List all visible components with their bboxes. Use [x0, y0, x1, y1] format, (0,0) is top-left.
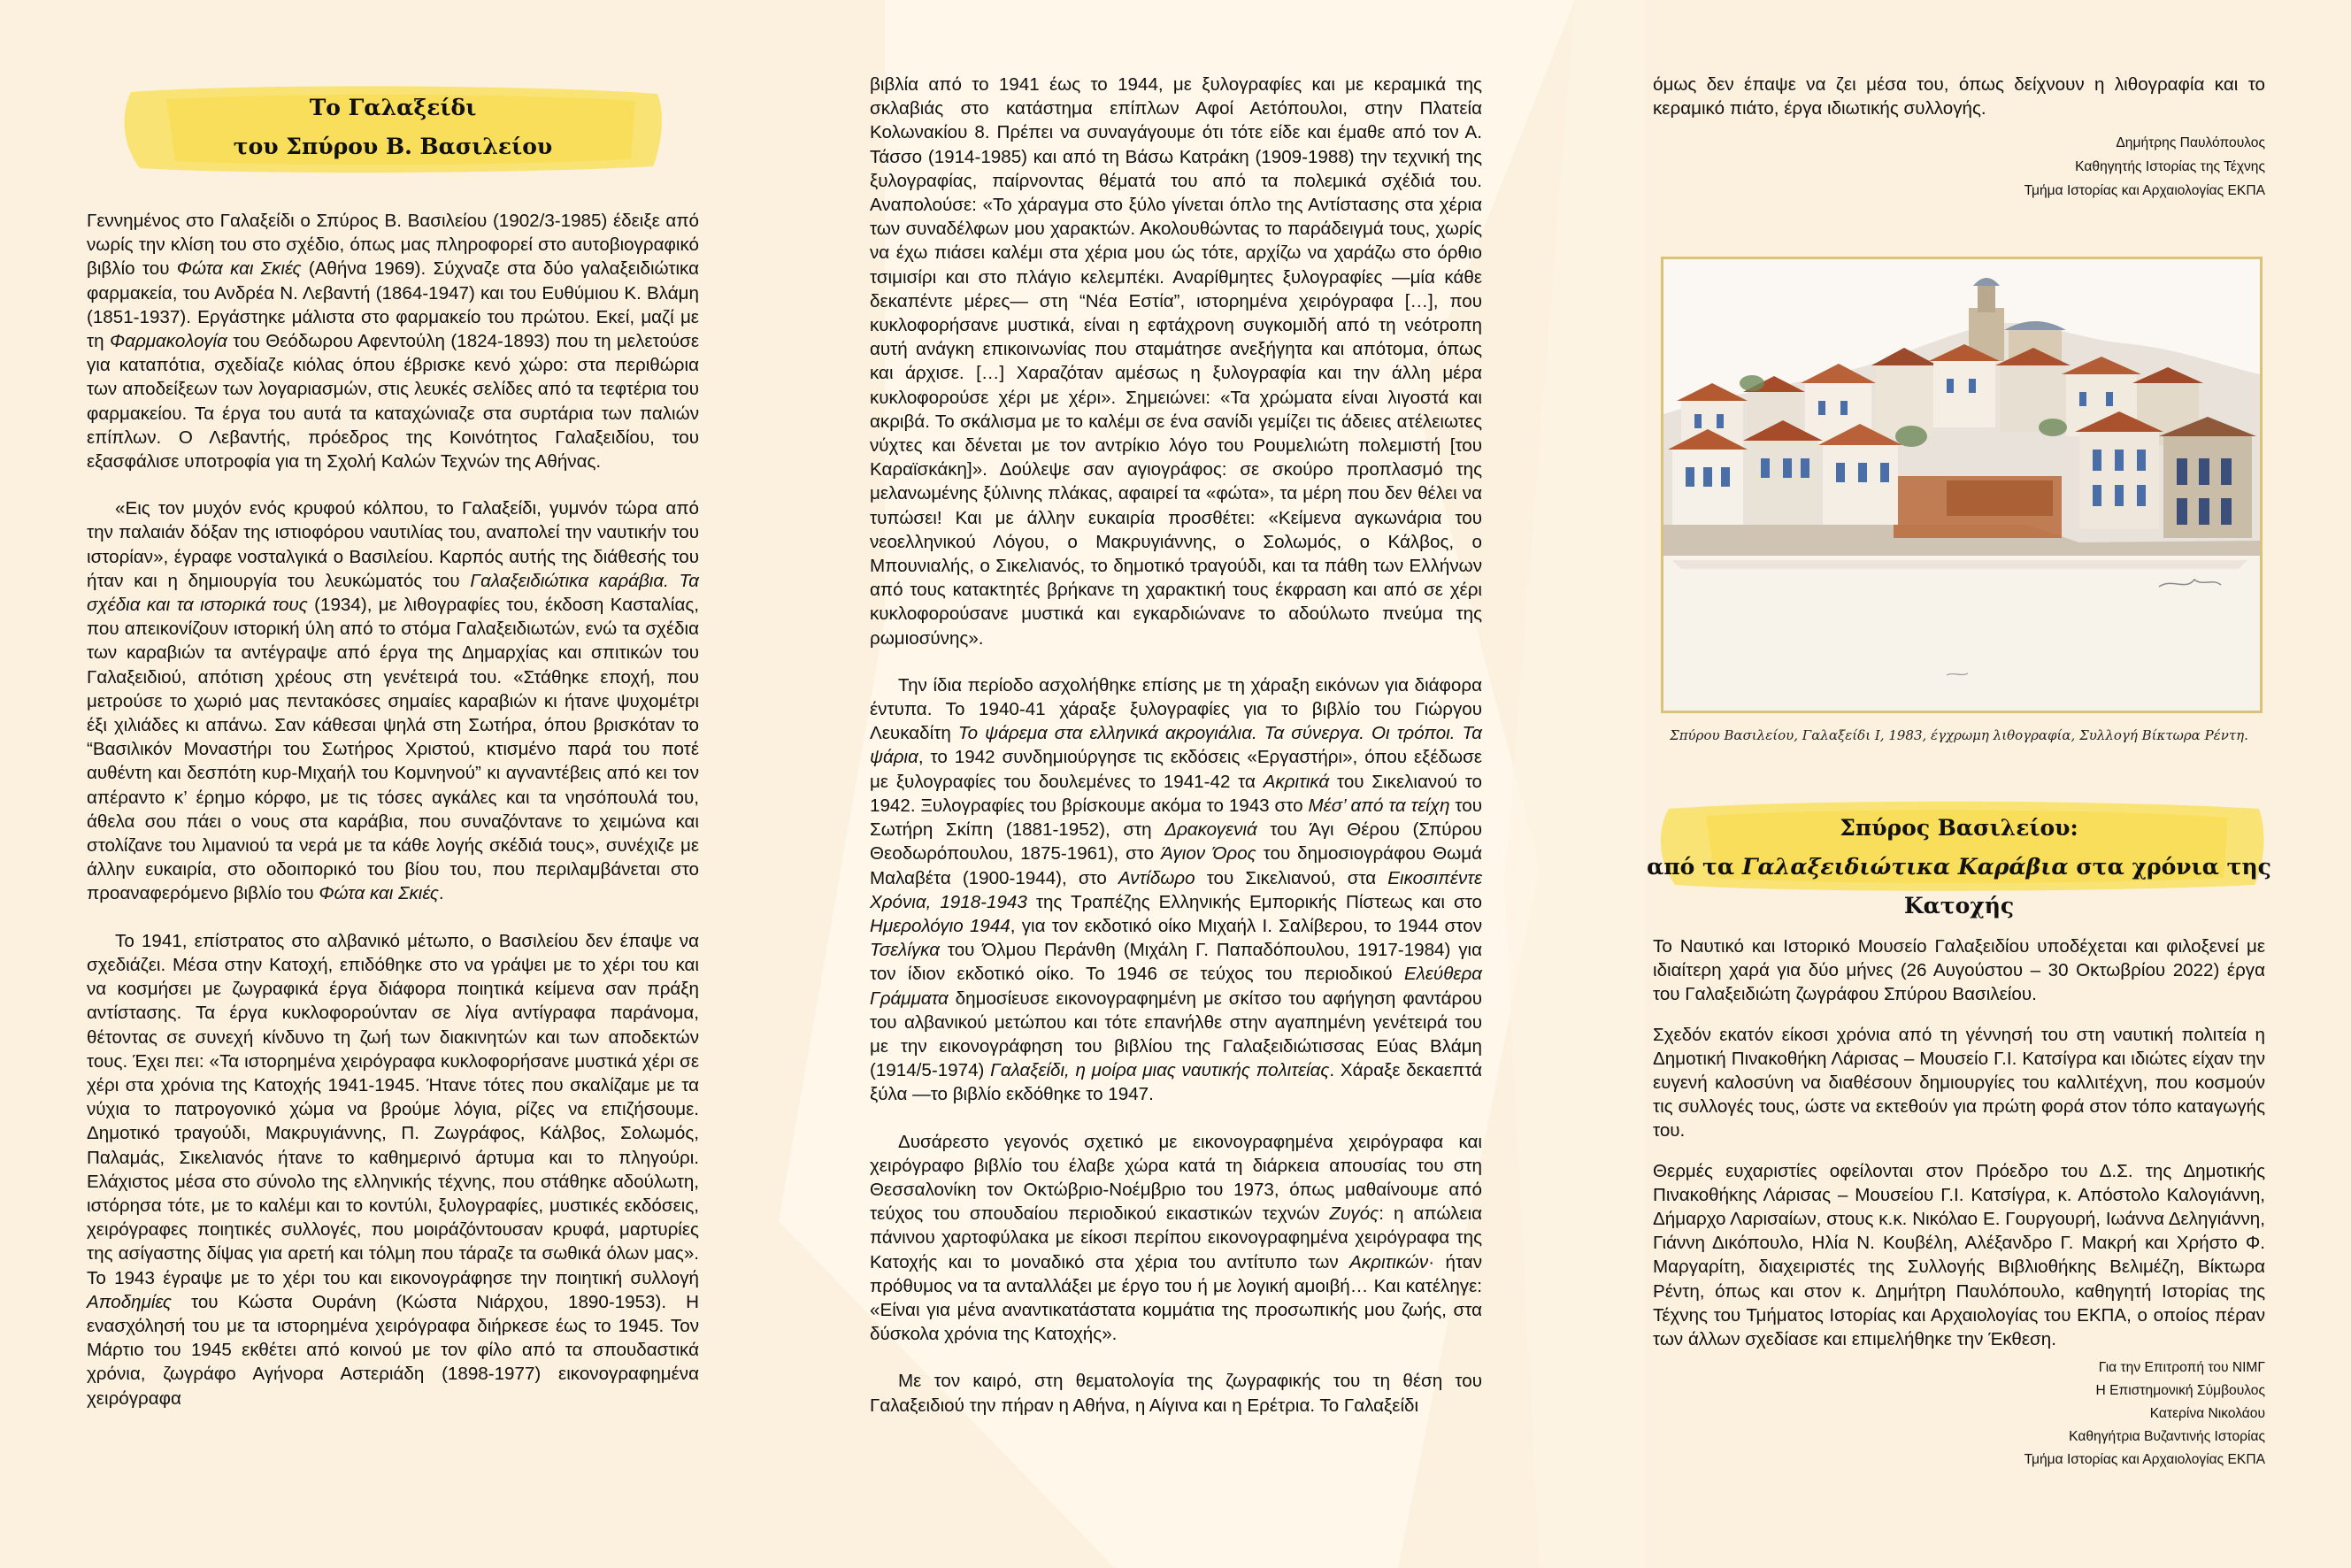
text-run-0: Το 1941, επίστρατος στο αλβανικό μέτωπο, ο Βασιλείου δεν έπαψε να σχεδιάζει. Μέσα στην Κατοχή, επιδόθηκε στο να γράψει με το χέρι του και να κοσμήσει με ζωγραφικά έργα διάφορα ποιητικά κείμενα σαν πράξη αντίστασης. Τα έργα κυκλοφορούνταν σε λίγα αντίγραφα παράνομα, θέτοντας σε συνεχή κίνδυνο τη ζωή των διακινητών και των αποδεκτών τους. Έχει πει: «Τα ιστορημένα χειρόγραφα κυκλοφορήσανε μυστικά χέρι σε χέρι στα χρόνια της Κατοχής 1941-1945. Ήτανε τότες που σκαλίζαμε με τα νύχια το πατρογονικό χώμα να βρούμε λόγια, ρίζες να επιζήσουμε. Δημοτικό τραγούδι, Μακρυγιάννης, Π. Ζωγράφος, Κάλβος, Σολωμός, Παλαμάς, Σικελιανός ήτανε το καθημερινό άρτυμα και το πληγούρι. Ελάχιστος μέσα στο σύνολο της ελληνικής τέχνης, που στάθηκε αδούλωτη, ιστόρησα τότε, με το καλέμι και το κοντύλι, ξυλογραφίες, μυστικές εκδόσεις, χειρόγραφες ποιητικές συλλογές, που μοιράζόντουσαν κρυφά, μαρτυρίες της ασίγαστης δίψας για αρετή και τόλμη που τάραζε τα σωθικά όλων μας». Το 1943 έγραψε με το χέρι του και εικονογράφησε την ποιητική συλλογή: [87, 930, 699, 1288]
italic-title-11: Αντίδωρο: [1118, 867, 1195, 888]
italic-title-1: Αποδημίες: [87, 1291, 172, 1312]
right-title-line1: Σπύρος Βασιλείου:: [1840, 815, 2078, 841]
right-title-line2: [1644, 848, 2274, 926]
text-run-0: «Εις τον μυχόν ενός κρυφού κόλπου, το Γαλαξείδι, γυμνόν τώρα από την παλαιάν δόξαν της ιστιοφόρου ναυτιλίας του, αναπολεί την ναυτικήν του ιστορίαν», έγραφε νοσταλγικά ο Βασιλείου. Καρπός αυτής της διάθεσής του ήταν και η δημιουργία του λευκώματός του: [87, 498, 699, 591]
italic-title-13: Εικοσιπέντε Χρόνια, 1918-1943: [870, 867, 1482, 912]
middle-paragraph-2: [870, 673, 1482, 1107]
italic-title-1: Γαλαξειδιώτικα καράβια. Τα σχέδια και τα ιστορικά τους: [87, 570, 699, 616]
right-paragraph-4: [1653, 1159, 2265, 1352]
right-title: [1644, 796, 2274, 926]
left-title-line1: Το Γαλαξείδι: [309, 95, 477, 120]
text-run-0: Την ίδια περίοδο ασχολήθηκε επίσης με τη χάραξη εικόνων για διάφορα έντυπα. Το 1940-41 χάραξε ξυλογραφίες για το βιβλίο του Γιώργου Λευκαδίτη: [870, 674, 1482, 744]
italic-title-1: Το ψάρεμα στα ελληνικά ακρογιάλια. Τα σύνεργα. Οι τρόποι. Τα ψάρια: [870, 723, 1482, 768]
right-column: [1653, 73, 2265, 203]
italic-title-7: Δρακογενιά: [1164, 819, 1257, 841]
text-run-0: βιβλία από το 1941 έως το 1944, με ξυλογραφίες και με κεραμικά της σκλαβιάς στο κατάστημα επίπλων Αφοί Αετόπουλοι, στην Πλατεία Κολωνακίου 8. Πρέπει να συναγάγουμε ότι τότε είδε και έμαθε από τον Α. Τάσσο (1914-1985) και από τη Βάσω Κατράκη (1909-1988) την τεχνική της ξυλογραφίας, παίρνοντας θέματά του από τα πολεμικά σχέδιά του. Αναπολούσε: «Το χάραγμα στο ξύλο γίνεται όπλο της Αντίστασης στα χέρια των συναδέλφων μου χαρακτών. Ακολουθώντας το παράδειγμά τους, χωρίς να έχω πιάσει καλέμι στα χέρια μου ώς τότε, αρχίζω να χαράζω στο όρθιο τσιμισίρι και στο πλάγιο κελεμπέκι. Αναρίθμητες ξυλογραφίες —μία κάθε δεκαπέντε μέρες— στη “Νέα Εστία”, ιστορημένα χειρόγραφα […], που κυκλοφορήσανε μυστικά, είναι η εφτάχρονη συγκομιδή από τη νεότροπη αυτή ανάγκη επικοινωνίας που σταμάτησε ανεξήγητα και απότομα, όπως και άρχισε. […] Χαραζόταν αμέσως η ξυλογραφία και την άλλη μέρα κυκλοφορούσε χέρι με χέρι». Σημειώνει: «Τα χρώματα είναι λιγοστά και ακριβά. Το σκάλισμα με το καλέμι σε ένα σανίδι γεμίζει τις άδειες ατέλειωτες νύχτες και δένεται με τον αντρίκιο λόγο του Ρουμελιώτη πολεμιστή [του Καραϊσκάκη]». Δούλεψε σαν αγιογράφος: σε σκούρο προπλασμό της μελανωμένης ξύλινης πλάκας, αφαιρεί τα «φώτα», τα μέρη που δεν θέλει να τυπώσει! Και με άλλην ευκαιρία προσθέτει: «Κείμενα αγκωνάρια του νεοελληνικού Λόγου, ο Μακρυγιάννης, ο Σολωμός, ο Κάλβος, ο Μπουνιαλής, ο Σικελιανός, το δημοτικό τραγούδι, και τα πάθη των Ελλήνων από τους κατακτητές βρήκανε τη χαρακτική τους έκφραση και από σε χέρι κυκλοφορούσανε μυστικά και εγκαρδιώνανε το αδούλωτο πνεύμα της ρωμιοσύνης».: [870, 74, 1482, 649]
italic-title-15: Ημερολόγιο 1944: [870, 915, 1010, 936]
left-title: [87, 81, 699, 166]
text-run-18: του Όλμου Περάνθη (Μιχάλη Γ. Παπαδόπουλου, 1917-1984) για τον ίδιον εκδοτικό οίκο. Το 1946 σε τεύχος του περιοδικού: [870, 940, 1482, 985]
sig1-line2: Καθηγητής Ιστορίας της Τέχνης: [2075, 159, 2265, 175]
text-run-20: δημοσίευσε εικονογραφημένη με σκίτσο του αφήγηση φαντάρου του αλβανικού μετώπου και τότε επανήλθε στην αγαπημένη γενέτειρά του με την εικονογράφηση του βιβλίου της Γαλαξειδιώτισσας Εύας Βλάμη (1914/5-1974): [870, 988, 1482, 1081]
text-run-4: .: [438, 883, 444, 904]
right-column-lower: [1653, 934, 2265, 1472]
right-paragraph-1: [1653, 73, 2265, 120]
text-run-16: , για τον εκδοτικό οίκο Μιχαήλ Ι. Σαλίβερου, το 1944 στον: [1010, 915, 1482, 936]
italic-title-1: Ζυγός: [1329, 1203, 1379, 1225]
sig1-line1: Δημήτρης Παυλόπουλος: [2116, 135, 2265, 151]
text-run-8: του Άγι Θέρου (Σπύρου Θεοδωρόπουλου, 1875-1961), στο: [870, 819, 1482, 865]
right-title-pre: από τα: [1647, 854, 1742, 880]
text-run-12: του Σικελιανού, στα: [1195, 867, 1388, 888]
italic-title-19: Ελεύθερα Γράμματα: [870, 964, 1482, 1009]
right-paragraph-3: [1653, 1023, 2265, 1143]
signature-nikolaou: [1653, 1357, 2265, 1472]
left-paragraph-3: [87, 929, 699, 1410]
middle-column: [870, 73, 1482, 1441]
text-run-4: του Θεόδωρου Αφεντούλη (1824-1893) που τη μελετούσε για καταπότια, σχεδίαζε κιόλας όπου έβρισκε κενό χώρο: στα περιθώρια των αποδείξεων των λογαριασμών, στις λευκές σελίδες από τα τεφτέρια του φαρμακείου. Τα έργα του αυτά τα καταχώνιαζε στα συρτάρια των παλιών επίπλων. Ο Λεβαντής, πρόεδρος της Κοινότητος Γαλαξειδίου, του εξασφάλισε υποτροφία για τη Σχολή Καλών Τεχνών της Αθήνας.: [87, 331, 699, 473]
text-run-4: του Σικελιανού το 1942. Ξυλογραφίες του βρίσκουμε ακόμα το 1943 στο: [870, 771, 1482, 816]
right-title-em: Γαλαξειδιώτικα Καράβια: [1741, 854, 2069, 880]
italic-title-3: Φώτα και Σκιές: [319, 883, 439, 904]
text-run-2: , το 1942 συνδημιούργησε τις εκδόσεις «Εργαστήρι», όπου εξέδωσε με ξυλογραφίες του δουλεμένες το 1941-42 τα: [870, 747, 1482, 792]
text-run-2: : η απώλεια πάνινου χαρτοφύλακα με είκοσι περίπου εικονογραφημένα χειρόγραφα της Κατοχής και το μοναδικό στα χέρια του αντίτυπο των: [870, 1203, 1482, 1272]
right-title-post: στα χρόνια της Κατοχής: [1903, 854, 2271, 919]
italic-title-1: Φώτα και Σκιές: [176, 258, 302, 280]
right-paragraph-2: [1653, 934, 2265, 1007]
signature-pavlopoulos: [1653, 131, 2265, 203]
text-run-4: · ήταν πρόθυμος να τα ανταλλάξει με έργο του ή με λογική αμοιβή… Και κατέληγε: «Είναι για μένα αναντικατάστατα κομμάτια της προσωπικής μου ζωής, στα δύσκολα χρόνια της Κατοχής».: [870, 1251, 1482, 1345]
text-run-0: Το Ναυτικό και Ιστορικό Μουσείο Γαλαξειδίου υποδέχεται και φιλοξενεί με ιδιαίτερη χαρά για δύο μήνες (26 Αυγούστου – 30 Οκτωβρίου 2022) έργα του Γαλαξειδιώτη ζωγράφου Σπύρου Βασιλείου.: [1653, 936, 2265, 1005]
sig1-line3: Τμήμα Ιστορίας και Αρχαιολογίας ΕΚΠΑ: [2024, 183, 2265, 199]
text-run-2: του Κώστα Ουράνη (Κώστα Νιάρχου, 1890-1953). Η ενασχόλησή του με τα ιστορημένα χειρόγραφα διήρκεσε έως το 1945. Τον Μάρτιο του 1945 εκθέτει από κοινού με τον φίλο από τα σπουδαστικά χρόνια, ζωγράφο Αγήνορα Αστεριάδη (1898-1977) εικονογραφημένα χειρόγραφα: [87, 1291, 699, 1409]
left-paragraph-1: [87, 209, 699, 473]
middle-paragraph-3: [870, 1130, 1482, 1347]
middle-paragraph-4: [870, 1369, 1482, 1417]
italic-title-3: Ακριτικών: [1349, 1251, 1429, 1272]
italic-title-3: Ακριτικά: [1263, 771, 1330, 792]
lithograph-galaxidi: [1663, 259, 2260, 711]
text-run-6: του Σωτήρη Σκίπη (1881-1952), στη: [870, 795, 1482, 841]
lithograph-caption: Σπύρου Βασιλείου, Γαλαξείδι Ι, 1983, έγχρωμη λιθογραφία, Συλλογή Βίκτωρα Ρέντη.: [1670, 727, 2248, 743]
left-column: [87, 0, 699, 1433]
right-title-block: [1644, 796, 2274, 919]
text-run-0: Με τον καιρό, στη θεματολογία της ζωγραφικής του τη θέση του Γαλαξειδιού την πήραν η Αθήνα, η Αίγινα και η Ερέτρια. Το Γαλαξείδι: [870, 1371, 1482, 1416]
italic-title-21: Γαλαξείδι, η μοίρα μιας ναυτικής πολιτείας: [990, 1060, 1330, 1081]
italic-title-3: Φαρμακολογία: [110, 331, 227, 352]
sig2-line1: Για την Επιτροπή του ΝΙΜΓ: [2098, 1360, 2265, 1376]
sig2-line2: Η Επιστημονική Σύμβουλος: [2095, 1383, 2265, 1399]
text-run-0: όμως δεν έπαψε να ζει μέσα του, όπως δείχνουν η λιθογραφία και το κεραμικό πιάτο, έργα ιδιωτικής συλλογής.: [1653, 74, 2265, 119]
text-run-0: Σχεδόν εκατόν είκοσι χρόνια από τη γέννησή του στη ναυτική πολιτεία η Δημοτική Πινακοθήκη Λάρισας – Μουσείο Γ.Ι. Κατσίγρα και ιδιώτες είχαν την ευγενή καλοσύνη να διαθέσουν δημιουργίες του καλλιτέχνη, που κοσμούν τις συλλογές τους, ώστε να εκτεθούν για πρώτη φορά στον τόπο καταγωγής του.: [1653, 1024, 2265, 1141]
text-run-10: του δημοσιογράφου Θωμά Μαλαβέτα (1900-1944), στο: [870, 843, 1482, 888]
left-title-block: [87, 81, 699, 175]
text-run-0: Θερμές ευχαριστίες οφείλονται στον Πρόεδρο του Δ.Σ. της Δημοτικής Πινακοθήκης Λάρισας – Μουσείου Γ.Ι. Κατσίγρα, κ. Απόστολο Καλογιάννη, Δήμαρχο Λαρισαίων, στους κ.κ. Νικόλαο Ε. Γουργουρή, Ιωάννα Δεληγιάννη, Γιάννη Δικόπουλο, Ηλία Ν. Κουβέλη, Αλέξανδρο Γ. Μακρή και Χρήστο Φ. Μαργαρίτη, διαχειριστές της Συλλογής Βιβλιοθήκης Βελιμέζη, Βίκτωρα Ρέντη, όπως και στον κ. Δημήτρη Παυλόπουλο, καθηγητή Ιστορίας της Τέχνης του Τμήματος Ιστορίας και Αρχαιολογίας του ΕΚΠΑ, ο οποίος πέραν των άλλων σχεδίασε και επιμελήθηκε την Έκθεση.: [1653, 1160, 2265, 1350]
italic-title-17: Τσελίγκα: [870, 940, 940, 961]
sig2-line5: Τμήμα Ιστορίας και Αρχαιολογίας ΕΚΠΑ: [2024, 1452, 2265, 1468]
text-run-2: (1934), με λιθογραφίες του, έκδοση Κασταλίας, που απεικονίζουν ιστορική ύλη από το στόμα Γαλαξειδιωτών, ενώ τα σχέδια των καραβιών τα αντέγραψε από έργα της Δημαρχίας και σπιτικών του Γαλαξειδιού, απότιση χρέους στη γενέτειρά του. «Στάθηκε εποχή, που μετρούσε το χωριό μας πεντακόσες σημαίες καραβιών κι ήτανε ψυχομέτρι έξι χιλιάδες κι απάνω. Σαν κάθεσαι ψηλά στη Σωτήρα, όπου βρισκόταν το “Βασιλικόν Μοναστήρι του Σωτήρος Χριστού, κτισμένο παρά του ποτέ αυθέντη και δεσπότη κυρ-Μιχαήλ του Κομνηνού” κι αγναντέβεις από κει τον απέραντο κ’ έρημο κόρφο, με τις τόσες αγκάλες και τα νησόπουλά του, άθελα σου πάει ο νους στα καράβια, που συναζόντανε το χειμώνα και στολίζανε του λιμανιού τα νερά με τα κάθε λογής σκέδιά τους», συνέχιζε με άλλην ευκαιρία, στο οδοιπορικό του βίου του, που περιλαμβάνεται στο προαναφερόμενο βιβλίο του: [87, 595, 700, 904]
text-run-14: της Τραπέζης Ελληνικής Εμπορικής Πίστεως και στο: [1026, 891, 1482, 912]
lithograph-frame: [1661, 257, 2263, 713]
italic-title-9: Άγιον Όρος: [1161, 843, 1256, 865]
sig2-line4: Καθηγήτρια Βυζαντινής Ιστορίας: [2069, 1429, 2265, 1445]
sig2-line3: Κατερίνα Νικολάου: [2149, 1406, 2265, 1422]
middle-paragraph-1: [870, 73, 1482, 650]
left-title-line2: του Σπύρου Β. Βασιλείου: [233, 134, 553, 159]
text-run-22: . Χάραξε δεκαεπτά ξύλα —το βιβλίο εκδόθηκε το 1947.: [870, 1060, 1482, 1105]
text-run-0: Δυσάρεστο γεγονός σχετικό με εικονογραφημένα χειρόγραφα και χειρόγραφο βιβλίο του έλαβε χώρα κατά τη διάρκεια απουσίας του στη Θεσσαλονίκη τον Οκτώβριο-Νοέμβριο του 1973, όπως μαθαίνουμε από τεύχος του σπουδαίου περιοδικού εικαστικών τεχνών: [870, 1131, 1482, 1225]
text-run-0: Γεννημένος στο Γαλαξείδι ο Σπύρος Β. Βασιλείου (1902/3-1985) έδειξε από νωρίς την κλίση του στο σχέδιο, όπως μας πληροφορεί στο αυτοβιογραφικό βιβλίο του: [87, 211, 699, 280]
left-paragraph-2: [87, 496, 699, 905]
italic-title-5: Μέσ’ από τα τείχη: [1308, 795, 1450, 816]
text-run-2: (Αθήνα 1969). Σύχναζε στα δύο γαλαξειδιώτικα φαρμακεία, του Ανδρέα Ν. Λεβαντή (1864-1947) και του Ευθύμιου Κ. Βλάμη (1851-1937). Εργάστηκε μάλιστα στο φαρμακείο του πρώτου. Εκεί, μαζί με τη: [87, 258, 699, 352]
